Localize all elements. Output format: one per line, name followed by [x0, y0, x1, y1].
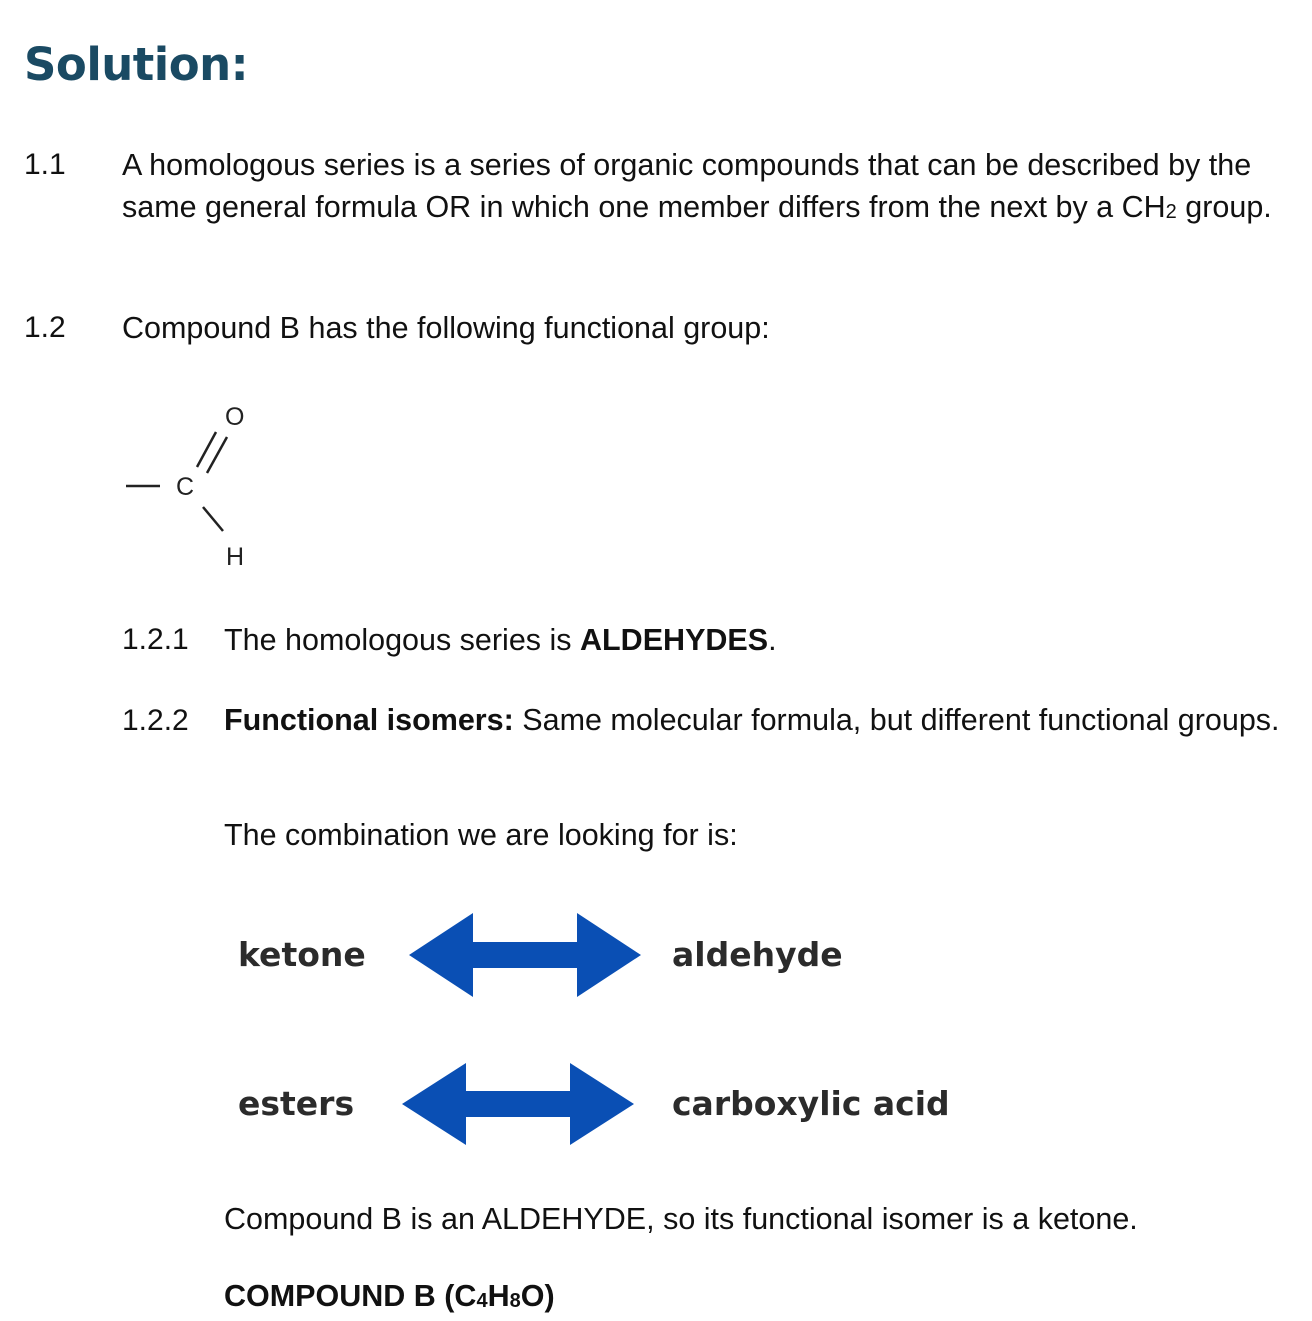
- subscript-2: 2: [1165, 201, 1177, 223]
- compound-label: COMPOUND B (C: [224, 1279, 477, 1313]
- label-carboxylic-acid: carboxylic acid: [672, 1084, 950, 1123]
- atom-hydrogen: H: [226, 543, 245, 571]
- compound-end: O): [520, 1279, 555, 1313]
- combination-intro: The combination we are looking for is:: [224, 818, 738, 852]
- aldehyde-functional-group-structure: [110, 395, 270, 580]
- double-arrow-icon: [405, 910, 645, 1000]
- question-number-1-2-2: 1.2.2: [122, 704, 189, 737]
- compound-formula: [224, 1275, 555, 1321]
- question-number-1-2-1: 1.2.1: [122, 623, 189, 656]
- question-number-1-2: 1.2: [24, 311, 66, 344]
- answer-1-2-2-text: Same molecular formula, but different functional groups.: [513, 703, 1280, 737]
- atom-oxygen: O: [225, 403, 245, 431]
- question-number-1-1: 1.1: [24, 148, 66, 181]
- answer-1-2-1-bold: ALDEHYDES: [580, 623, 769, 657]
- atom-carbon: C: [176, 473, 195, 501]
- conclusion-text: Compound B is an ALDEHYDE, so its functional isomer is a ketone.: [224, 1202, 1138, 1236]
- compound-h: H: [487, 1279, 510, 1313]
- answer-1-1-text: A homologous series is a series of organic compounds that can be described by the same general formula OR in which one member differs from the next by a CH: [122, 148, 1252, 224]
- label-ketone: ketone: [238, 935, 366, 974]
- answer-1-2-text: Compound B has the following functional group:: [122, 311, 770, 345]
- answer-1-1-end: group.: [1176, 190, 1272, 224]
- subscript-4: 4: [476, 1290, 488, 1312]
- bond-hydrogen: [203, 507, 223, 531]
- answer-1-2-2: [224, 700, 1284, 740]
- answer-1-2-1: [224, 619, 777, 661]
- subscript-8: 8: [509, 1290, 521, 1312]
- answer-1-2-2-bold: Functional isomers:: [224, 703, 514, 737]
- answer-1-2-1-text: The homologous series is: [224, 623, 581, 657]
- double-arrow-icon: [398, 1060, 638, 1148]
- label-esters: esters: [238, 1084, 355, 1123]
- page-title: Solution:: [24, 38, 249, 91]
- label-aldehyde: aldehyde: [672, 935, 843, 974]
- answer-1-2-1-end: .: [768, 623, 777, 657]
- answer-1-1: [122, 144, 1282, 232]
